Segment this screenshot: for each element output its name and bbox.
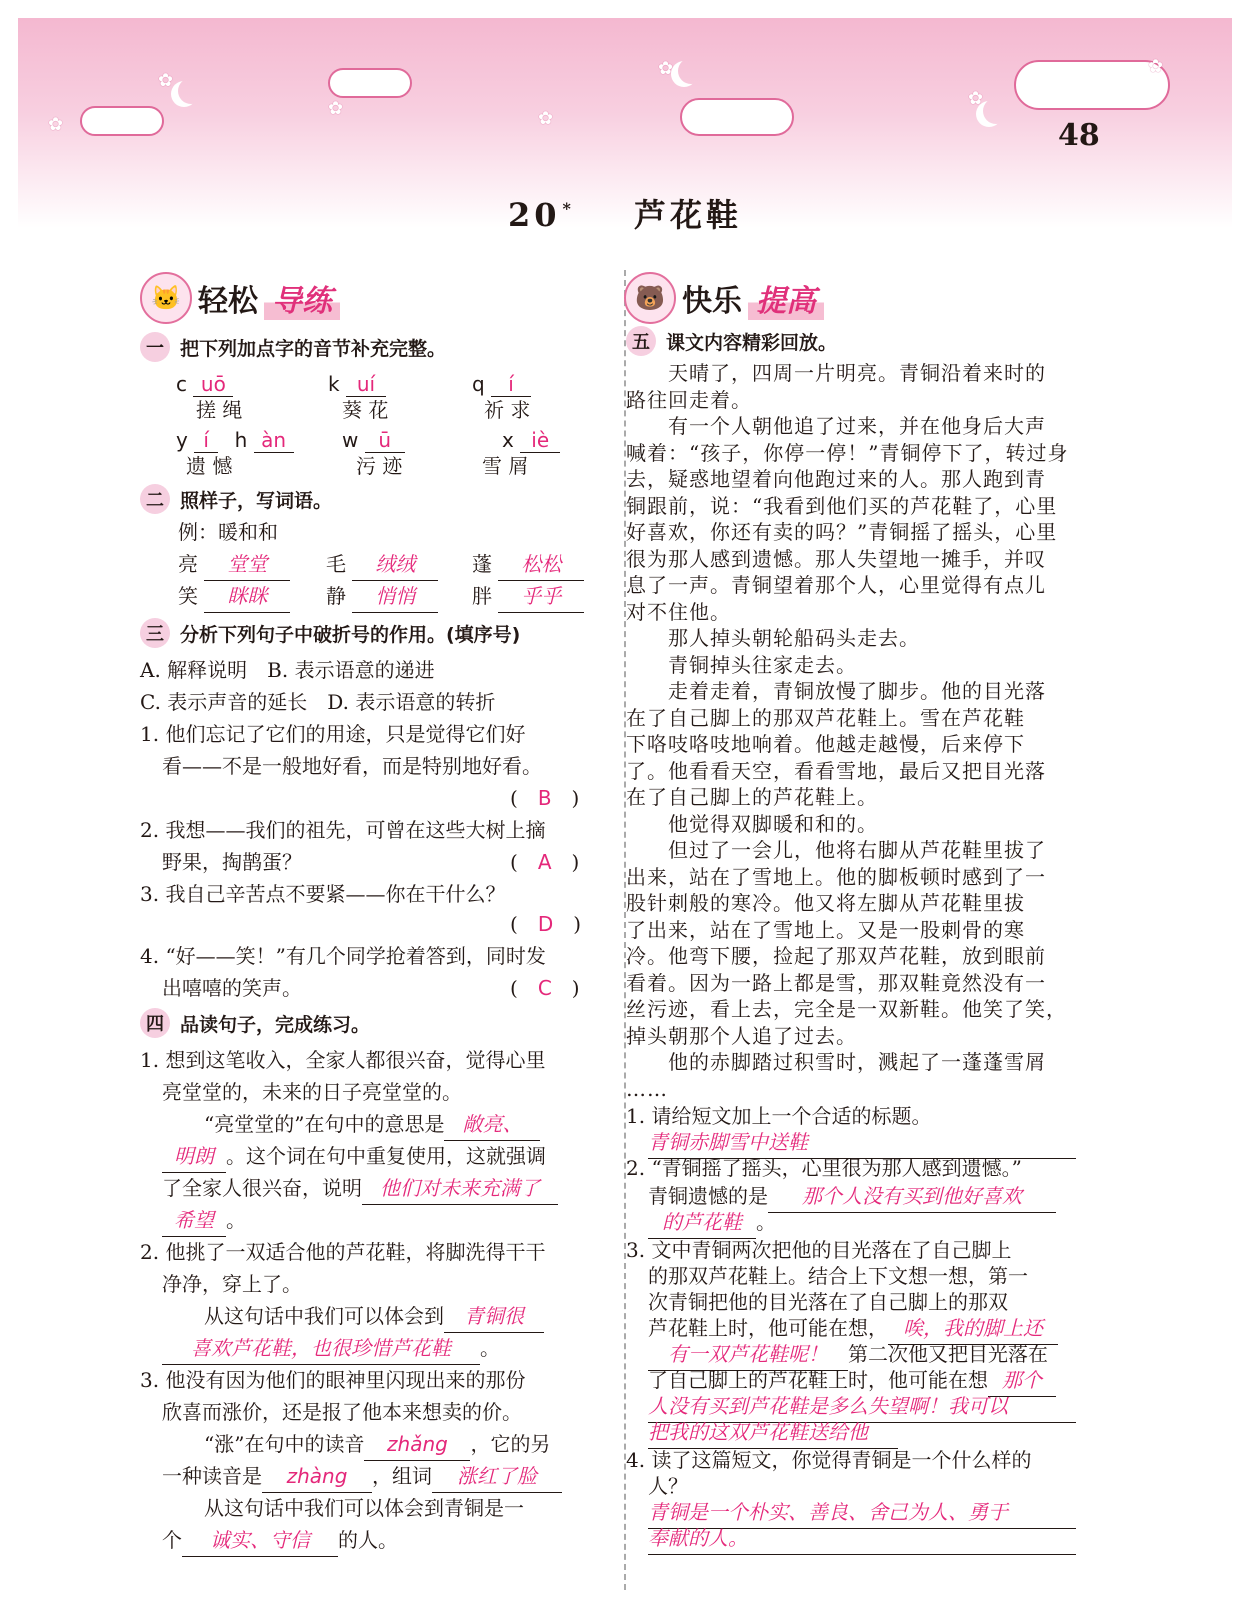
- text: “亮堂堂的”在句中的意思是: [204, 1112, 445, 1136]
- answer: 青铜是一个朴实、善良、舍己为人、勇于: [648, 1496, 1076, 1529]
- sentence: 4. “好——笑！”有几个同学抢着答到，同时发: [140, 944, 546, 968]
- passage-line: 看着。因为一路上都是雪，那双鞋竟然没有一: [626, 970, 1046, 995]
- answer: A: [537, 850, 552, 874]
- answer: 青铜很: [444, 1300, 544, 1333]
- heading-a: 轻松: [198, 284, 258, 319]
- sentence: 2. 他挑了一双适合他的芦花鞋，将脚洗得干干: [140, 1240, 546, 1264]
- sentence: [162, 1140, 546, 1173]
- question-title: 品读句子，完成练习。: [180, 1013, 371, 1036]
- text: 青铜遗憾的是: [648, 1184, 768, 1208]
- passage-line: 但过了一会儿，他将右脚从芦花鞋里拔了: [626, 838, 1046, 862]
- passage-line: 那人掉头朝轮船码头走去。: [626, 626, 920, 650]
- word-item: [472, 580, 584, 613]
- word: 遗 憾: [186, 454, 233, 478]
- star-decoration: ✿: [158, 70, 174, 91]
- answer: uō: [193, 372, 233, 397]
- char: 笑: [178, 584, 198, 608]
- heading-b: 导练: [264, 276, 340, 320]
- question-title: 照样子，写词语。: [180, 489, 333, 512]
- sentence: 欣喜而涨价，还是报了他本来想卖的价。: [162, 1400, 522, 1424]
- word: 搓 绳: [196, 398, 243, 422]
- answer: 希望: [162, 1204, 226, 1237]
- star-decoration: ✿: [658, 58, 674, 79]
- question: 1. 请给短文加上一个合适的标题。: [626, 1104, 932, 1128]
- char: 胖: [472, 584, 492, 608]
- text: 了全家人很兴奋，说明: [162, 1176, 362, 1200]
- question-3: [140, 618, 520, 648]
- moon-icon: [678, 58, 704, 84]
- sentence: [204, 1300, 544, 1333]
- initial: c: [176, 372, 187, 396]
- text: “涨”在句中的读音: [204, 1432, 365, 1456]
- answer: 涨红了脸: [432, 1460, 562, 1493]
- answer: 他们对未来充满了: [362, 1172, 558, 1205]
- passage-line: 青铜掉头往家走去。: [626, 652, 857, 677]
- cloud-decoration: [680, 98, 794, 136]
- passage-line: 在了自己脚上的芦花鞋上。: [626, 785, 878, 809]
- answer: 松松: [498, 548, 584, 581]
- answer-bracket: ( B ): [510, 786, 580, 810]
- answer: C: [537, 976, 552, 1000]
- answer: í: [491, 372, 531, 397]
- cloud-decoration: [80, 106, 164, 136]
- passage-line: 喊着：“孩子，你停一停！”青铜停下了，转过身: [626, 440, 1069, 465]
- answer: 奉献的人。: [648, 1522, 1076, 1555]
- sentence: [162, 1332, 500, 1365]
- answer: uí: [346, 372, 386, 397]
- word: 污 迹: [356, 454, 403, 478]
- sentence: 亮堂堂的，未来的日子亮堂堂的。: [162, 1080, 462, 1104]
- text: 。: [756, 1210, 776, 1234]
- passage-line: 去，疑惑地望着向他跑过来的人。那人跑到青: [626, 467, 1046, 491]
- word-item: [178, 580, 290, 613]
- answer: 喜欢芦花鞋，也很珍惜芦花鞋: [162, 1332, 480, 1365]
- text: 。: [226, 1208, 246, 1232]
- question-number: 四: [140, 1008, 170, 1038]
- passage-line: 冷。他弯下腰，捡起了那双芦花鞋，放到眼前: [626, 944, 1046, 968]
- question-title: 课文内容精彩回放。: [666, 331, 838, 354]
- text: 。这个词在句中重复使用，这就强调: [226, 1144, 546, 1168]
- sentence: [204, 1428, 550, 1461]
- lesson-mark: *: [562, 199, 575, 219]
- answer: 绒绒: [352, 548, 438, 581]
- answer: 明朗: [162, 1140, 226, 1173]
- answer-bracket: ( C ): [510, 976, 580, 1000]
- sentence: [162, 1172, 558, 1205]
- kitten-icon: 🐱: [140, 272, 192, 324]
- moon-icon: [983, 98, 1009, 124]
- reading-passage: [626, 360, 1076, 1102]
- question-5: [626, 326, 837, 356]
- char: 亮: [178, 552, 198, 576]
- page-number: 48: [1058, 118, 1100, 153]
- sentence: [204, 1108, 540, 1141]
- initial: q: [472, 372, 485, 396]
- question-title: 分析下列句子中破折号的作用。(填序号): [180, 623, 521, 646]
- star-decoration: ✿: [538, 108, 554, 129]
- char: 蓬: [472, 552, 492, 576]
- passage-line: 好喜欢，你还有卖的吗？”青铜摇了摇头，心里: [626, 520, 1058, 544]
- answer: í: [194, 428, 218, 453]
- text: 一种读音是: [162, 1464, 262, 1488]
- sentence: 2. 我想——我们的祖先，可曾在这些大树上摘: [140, 818, 546, 842]
- word: 葵 花: [342, 398, 389, 422]
- star-decoration: ✿: [968, 88, 984, 109]
- sentence: 人？: [648, 1474, 688, 1498]
- initial: w: [342, 428, 359, 452]
- answer: 那个人没有买到他好喜欢: [768, 1180, 1056, 1213]
- answer: 那个: [988, 1364, 1056, 1397]
- sentence: 3. 我自己辛苦点不要紧——你在干什么？: [140, 882, 506, 906]
- sentence: 1. 他们忘记了它们的用途，只是觉得它们好: [140, 722, 526, 746]
- text: 个: [162, 1528, 182, 1552]
- star-decoration: ✿: [48, 114, 64, 135]
- answer: 有一双芦花鞋呢！: [648, 1338, 848, 1371]
- sentence: 从这句话中我们可以体会到青铜是一: [204, 1496, 524, 1520]
- word-item: [472, 548, 584, 581]
- answer: 眯眯: [204, 580, 290, 613]
- answer: 的芦花鞋: [648, 1206, 756, 1239]
- bear-icon: 🐻: [624, 272, 676, 324]
- question: 2. “青铜摇了摇头，心里很为那人感到遗憾。”: [626, 1156, 1022, 1180]
- sentence: 3. 他没有因为他们的眼神里闪现出来的那份: [140, 1368, 526, 1392]
- answer-bracket: ( D ): [510, 912, 582, 936]
- passage-line: 丝污迹，看上去，完全是一双新鞋。他笑了笑，: [626, 997, 1067, 1021]
- passage-line: 走着走着，青铜放慢了脚步。他的目光落: [626, 679, 1046, 703]
- sentence: 的那双芦花鞋上。结合上下文想一想，第一: [648, 1264, 1028, 1288]
- word: 祈 求: [484, 398, 531, 422]
- text: 。: [480, 1336, 500, 1360]
- question-1: [140, 332, 446, 362]
- passage-line: 很为那人感到遗憾。那人失望地一摊手，并叹: [626, 546, 1046, 571]
- question-2: [140, 484, 332, 514]
- sentence: 1. 想到这笔收入，全家人都很兴奋，觉得心里: [140, 1048, 546, 1072]
- passage-line: 铜跟前，说：“我看到他们买的芦花鞋了，心里: [626, 493, 1058, 518]
- word: 雪 屑: [482, 454, 529, 478]
- initial: x: [502, 428, 514, 452]
- passage-line: 他的赤脚踏过积雪时，溅起了一蓬蓬雪屑: [626, 1050, 1046, 1074]
- initial: y: [176, 428, 188, 452]
- question-number: 五: [626, 326, 656, 356]
- answer: 乎乎: [498, 580, 584, 613]
- passage-line: ……: [626, 1076, 668, 1101]
- initial: k: [328, 372, 340, 396]
- question-4: [140, 1008, 370, 1038]
- answer: iè: [520, 428, 560, 453]
- answer: 把我的这双芦花鞋送给他: [648, 1416, 898, 1449]
- sentence: [162, 1204, 246, 1237]
- answer: 堂堂: [204, 548, 290, 581]
- answer: ū: [365, 428, 405, 453]
- passage-line: 息了一声。青铜望着那个人，心里觉得有点儿: [626, 573, 1046, 597]
- sentence: 看——不是一般地好看，而是特别地好看。: [162, 754, 542, 778]
- answer: 青铜赤脚雪中送鞋: [648, 1126, 1076, 1159]
- star-decoration: ✿: [328, 98, 344, 119]
- answer: zhàng: [262, 1460, 372, 1493]
- word-item: [326, 548, 438, 581]
- text: 芦花鞋上时，他可能在想，: [648, 1316, 888, 1340]
- initial: h: [234, 428, 248, 452]
- char: 毛: [326, 552, 346, 576]
- passage-line: 天晴了，四周一片明亮。青铜沿着来时的: [626, 361, 1046, 385]
- option-line: A. 解释说明 B. 表示语意的递进: [140, 658, 435, 682]
- answer: 唉，我的脚上还: [888, 1312, 1058, 1345]
- sentence: 次青铜把他的目光落在了自己脚上的那双: [648, 1290, 1008, 1314]
- lesson-name: 芦花鞋: [634, 196, 743, 234]
- passage-line: 有一个人朝他追了过来，并在他身后大声: [626, 414, 1046, 438]
- text: 的人。: [338, 1528, 398, 1552]
- sentence: [162, 1460, 562, 1493]
- passage-line: 了出来，站在了雪地上。又是一股刺骨的寒: [626, 917, 1025, 942]
- question: 3. 文中青铜两次把他的目光落在了自己脚上: [626, 1238, 1012, 1262]
- answer: D: [537, 912, 554, 936]
- answer: 人没有买到芦花鞋是多么失望啊！我可以: [648, 1390, 1076, 1423]
- passage-line: 掉头朝那个人追了过去。: [626, 1023, 857, 1048]
- passage-line: 股针刺般的寒冷。他又将左脚从芦花鞋里拔: [626, 891, 1025, 915]
- answer: àn: [254, 428, 294, 453]
- cloud-decoration: [328, 68, 412, 98]
- answer: 诚实、守信: [182, 1524, 338, 1557]
- lesson-title: [508, 190, 742, 236]
- example: 例：暖和和: [178, 520, 278, 544]
- word-item: [326, 580, 438, 613]
- question-number: 二: [140, 484, 170, 514]
- passage-line: 了。他看看天空，看看雪地，最后又把目光落: [626, 758, 1046, 783]
- passage-line: 出来，站在了雪地上。他的脚板顿时感到了一: [626, 864, 1046, 889]
- passage-line: 下咯吱咯吱地响着。他越走越慢，后来停下: [626, 732, 1025, 756]
- question: 4. 读了这篇短文，你觉得青铜是一个什么样的: [626, 1448, 1032, 1472]
- text: ，组词: [372, 1464, 432, 1488]
- passage-line: 他觉得双脚暖和和的。: [626, 811, 878, 836]
- text: ，它的另: [470, 1432, 551, 1456]
- word-item: [178, 548, 290, 581]
- question-title: 把下列加点字的音节补充完整。: [180, 337, 447, 360]
- char: 静: [326, 584, 346, 608]
- sentence: 野果，掏鹊蛋？: [162, 850, 302, 874]
- answer: 敞亮、: [444, 1108, 540, 1141]
- sentence: 净净，穿上了。: [162, 1272, 302, 1296]
- answer: zhǎng: [364, 1428, 470, 1461]
- section-heading-left: [140, 272, 340, 324]
- lesson-number: 20: [508, 196, 561, 234]
- option-line: C. 表示声音的延长 D. 表示语意的转折: [140, 690, 496, 714]
- star-decoration: ✿: [1148, 56, 1164, 77]
- passage-line: 在了自己脚上的那双芦花鞋上。雪在芦花鞋: [626, 705, 1025, 730]
- question-number: 一: [140, 332, 170, 362]
- passage-line: 路往回走着。: [626, 387, 752, 412]
- text: 第二次他又把目光落在: [848, 1342, 1048, 1366]
- answer: B: [537, 786, 552, 810]
- sentence: 出嘻嘻的笑声。: [162, 976, 302, 1000]
- sentence: [162, 1524, 398, 1557]
- moon-icon: [178, 78, 204, 104]
- question-number: 三: [140, 618, 170, 648]
- text: 了自己脚上的芦花鞋上时，他可能在想: [648, 1368, 988, 1392]
- passage-line: 对不住他。: [626, 599, 731, 624]
- cloud-decoration: [1014, 60, 1170, 110]
- answer-line: [648, 1522, 1076, 1555]
- section-heading-right: [624, 272, 824, 324]
- answer-bracket: ( A ): [510, 850, 580, 874]
- heading-a: 快乐: [682, 284, 742, 319]
- heading-b: 提高: [748, 276, 824, 320]
- text: 从这句话中我们可以体会到: [204, 1304, 444, 1328]
- answer: 悄悄: [352, 580, 438, 613]
